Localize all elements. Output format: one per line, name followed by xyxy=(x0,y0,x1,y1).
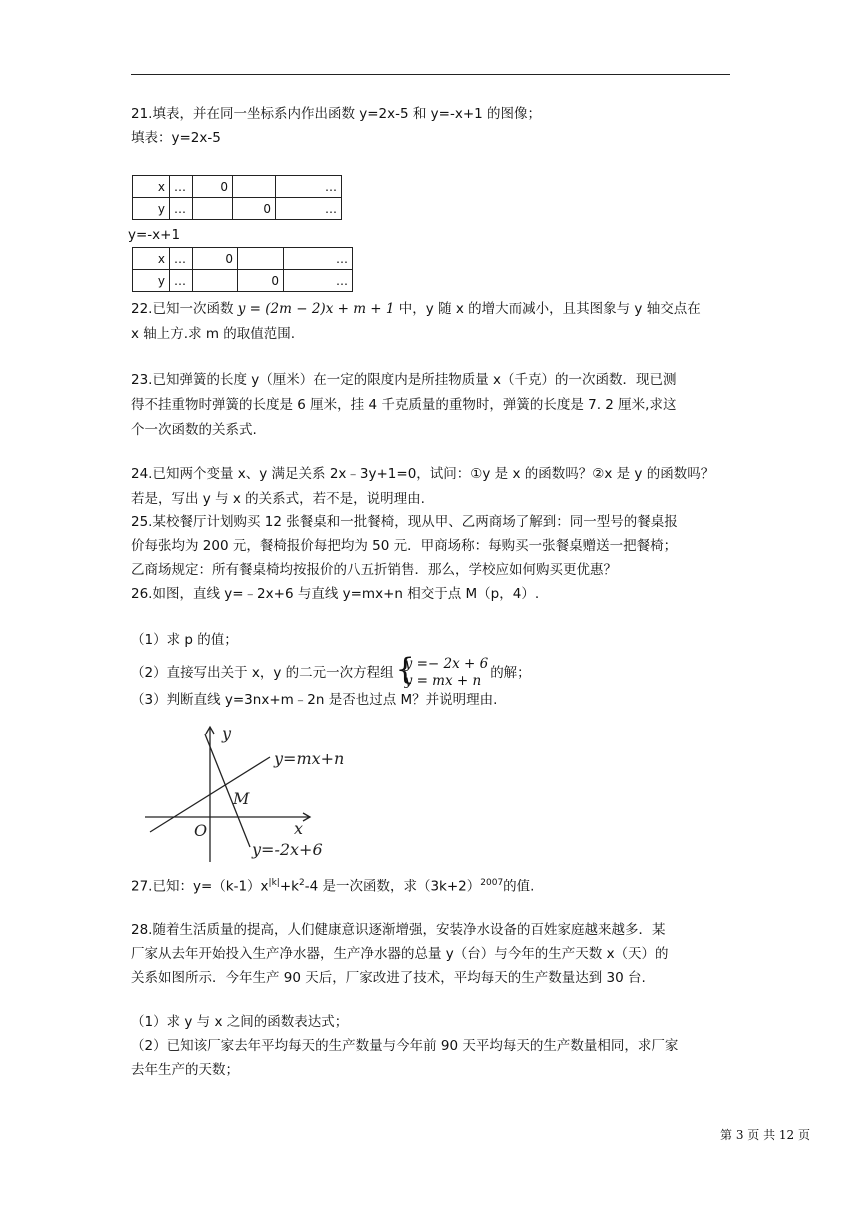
q26-part3: （3）判断直线 y=3nx+m﹣2n 是否也过点 M？并说明理由. xyxy=(131,692,498,708)
table-cell: … xyxy=(276,176,342,198)
q26-part1: （1）求 p 的值； xyxy=(131,632,238,648)
table-cell xyxy=(193,270,238,292)
q27-exponent: 2 xyxy=(298,878,305,888)
y-axis-label: y xyxy=(222,724,232,743)
page-footer: 第 3 页 共 12 页 xyxy=(720,1128,810,1142)
table-row xyxy=(133,176,342,198)
origin-label: O xyxy=(194,821,208,840)
q25-line2: 价每张均为 200 元，餐椅报价每把均为 50 元．甲商场称：每购买一张餐桌赠送一把餐椅； xyxy=(131,538,678,554)
q21-label2: y=-x+1 xyxy=(128,227,181,243)
table-row xyxy=(133,248,353,270)
table-cell xyxy=(193,198,233,220)
q24-line2: 若是，写出 y 与 x 的关系式，若不是，说明理由. xyxy=(131,491,425,507)
table-cell: 0 xyxy=(193,248,238,270)
table-cell: x xyxy=(133,176,170,198)
q22-line1 xyxy=(131,299,701,319)
table-row xyxy=(133,270,353,292)
q28-line3: 关系如图所示．今年生产 90 天后，厂家改进了技术，平均每天的生产数量达到 30 台. xyxy=(131,970,646,986)
table-cell: 0 xyxy=(193,176,233,198)
q24-line1: 24.已知两个变量 x、y 满足关系 2x﹣3y+1=0，试问：①y 是 x 的函数吗？②x 是 y 的函数吗？ xyxy=(131,466,715,482)
q26-text: 的解； xyxy=(490,665,531,681)
left-brace-icon: { xyxy=(395,652,415,687)
equation: y = mx + n xyxy=(404,673,482,689)
q26-part2 xyxy=(131,652,531,690)
equation: y =− 2x + 6 xyxy=(404,656,489,672)
table-cell: … xyxy=(284,270,353,292)
table-cell: … xyxy=(276,198,342,220)
table-cell xyxy=(238,248,284,270)
table-row xyxy=(133,198,342,220)
equation-system xyxy=(395,652,489,690)
value-table-2 xyxy=(132,247,353,292)
q25-line3: 乙商场规定：所有餐桌椅均按报价的八五折销售．那么，学校应如何购买更优惠？ xyxy=(131,562,617,578)
table-cell: … xyxy=(170,176,193,198)
q21-sub: 填表：y=2x-5 xyxy=(131,130,221,146)
q27-text: -4 是一次函数，求（3k+2） xyxy=(304,878,481,895)
q27-text: +k xyxy=(279,878,299,895)
table-cell: y xyxy=(133,198,170,220)
q22-equation: y = (2m − 2)x + m + 1 xyxy=(237,301,395,317)
q21-title: 21.填表，并在同一坐标系内作出函数 y=2x-5 和 y=-x+1 的图像； xyxy=(131,106,542,122)
table-cell: y xyxy=(133,270,170,292)
line-mx-n-label: y=mx+n xyxy=(274,749,345,768)
q27-exponent: 2007 xyxy=(480,878,504,888)
q28-line1: 28.随着生活质量的提高，人们健康意识逐渐增强，安装净水设备的百姓家庭越来越多．某 xyxy=(131,922,666,938)
value-table-1 xyxy=(132,175,342,220)
q27-line xyxy=(131,873,534,897)
q27-text: 的值. xyxy=(503,878,535,895)
table-cell: … xyxy=(170,198,193,220)
table-cell: 0 xyxy=(233,198,276,220)
q26-text: （2）直接写出关于 x，y 的二元一次方程组 xyxy=(131,665,394,681)
q28-part2-line2: 去年生产的天数； xyxy=(131,1062,239,1078)
table-cell: … xyxy=(284,248,353,270)
header-rule xyxy=(131,74,730,75)
q23-line3: 个一次函数的关系式. xyxy=(131,422,257,438)
q22-text: 22.已知一次函数 xyxy=(131,301,238,317)
q23-line2: 得不挂重物时弹簧的长度是 6 厘米，挂 4 千克质量的重物时，弹簧的长度是 7. 2 厘米,求这 xyxy=(131,397,677,413)
q22-text: 中，y 随 x 的增大而减小，且其图象与 y 轴交点在 xyxy=(394,301,701,317)
point-m-label: M xyxy=(233,789,250,808)
q26-line1: 26.如图，直线 y=﹣2x+6 与直线 y=mx+n 相交于点 M（p，4）. xyxy=(131,586,540,602)
table-cell: … xyxy=(170,248,193,270)
q23-line1: 23.已知弹簧的长度 y（厘米）在一定的限度内是所挂物质量 x（千克）的一次函数．现已测 xyxy=(131,372,677,388)
x-axis-label: x xyxy=(294,819,304,838)
q27-exponent: |k| xyxy=(268,878,280,888)
table-cell: x xyxy=(133,248,170,270)
q22-line2: x 轴上方.求 m 的取值范围. xyxy=(131,326,296,342)
q25-line1: 25.某校餐厅计划购买 12 张餐桌和一批餐椅，现从甲、乙两商场了解到：同一型号的餐桌报 xyxy=(131,514,678,530)
q27-text: 27.已知：y=（k-1）x xyxy=(131,878,269,895)
table-cell: … xyxy=(170,270,193,292)
q28-part2-line1: （2）已知该厂家去年平均每天的生产数量与今年前 90 天平均每天的生产数量相同，求厂家 xyxy=(131,1038,679,1054)
line-minus2x-6-label: y=-2x+6 xyxy=(252,840,323,859)
table-cell xyxy=(233,176,276,198)
q28-line2: 厂家从去年开始投入生产净水器，生产净水器的总量 y（台）与今年的生产天数 x（天）的 xyxy=(131,946,669,962)
q26-figure xyxy=(140,722,370,867)
table-cell: 0 xyxy=(238,270,284,292)
q28-part1: （1）求 y 与 x 之间的函数表达式； xyxy=(131,1014,349,1030)
